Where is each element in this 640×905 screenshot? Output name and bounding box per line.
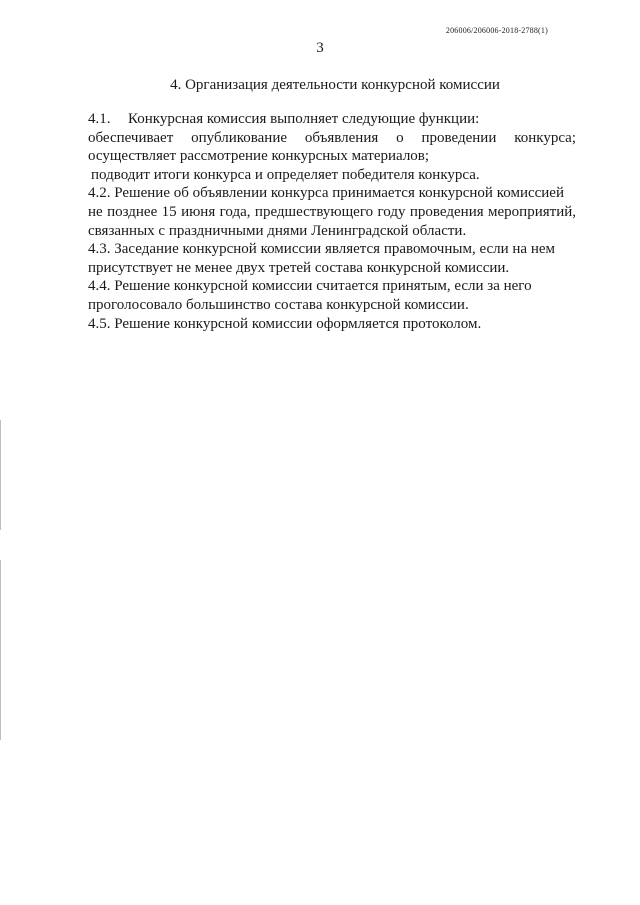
- clause-4-5-line-1: [88, 315, 576, 334]
- document-body: [88, 110, 576, 333]
- clause-4-1-function-3: подводит итоги конкурса и определяет победителя конкурса.: [91, 166, 480, 183]
- clause-text: 4.4. Решение конкурсной комиссии считается принятым, если за него: [88, 278, 532, 295]
- document-id: 206006/206006-2018-2788(1): [445, 26, 548, 35]
- clause-4-3-line-1: [88, 240, 576, 259]
- page-number: 3: [316, 40, 324, 56]
- clause-4-2-line-1: [88, 184, 576, 203]
- clause-text: 4.5. Решение конкурсной комиссии оформляется протоколом.: [88, 315, 482, 332]
- clause-text: 4.3. Заседание конкурсной комиссии является правомочным, если на нем: [88, 241, 556, 258]
- clause-text: 4.2. Решение об объявлении конкурса принимается конкурсной комиссией: [88, 185, 564, 202]
- scan-edge-mark: [0, 420, 1, 530]
- clause-4-2-line-3: связанных с праздничными днями Ленинградской области.: [88, 222, 467, 239]
- clause-number: 4.1.: [88, 111, 111, 127]
- clause-4-1-function-2: осуществляет рассмотрение конкурсных материалов;: [88, 148, 430, 165]
- section-title: 4. Организация деятельности конкурсной комиссии: [170, 77, 500, 93]
- clause-4-1-intro: [88, 110, 576, 129]
- scan-edge-mark: [0, 560, 1, 740]
- clause-text: Конкурсная комиссия выполняет следующие функции:: [128, 111, 480, 127]
- clause-4-3-line-2: присутствует не менее двух третей состава конкурсной комиссии.: [88, 259, 510, 276]
- clause-4-4-line-1: [88, 277, 576, 296]
- clause-4-1-function-1: обеспечивает опубликование объявления о проведении конкурса;: [88, 129, 576, 146]
- clause-4-2-line-2: не позднее 15 июня года, предшествующего году проведения мероприятий,: [88, 203, 576, 220]
- clause-4-4-line-2: проголосовало большинство состава конкурсной комиссии.: [88, 296, 469, 313]
